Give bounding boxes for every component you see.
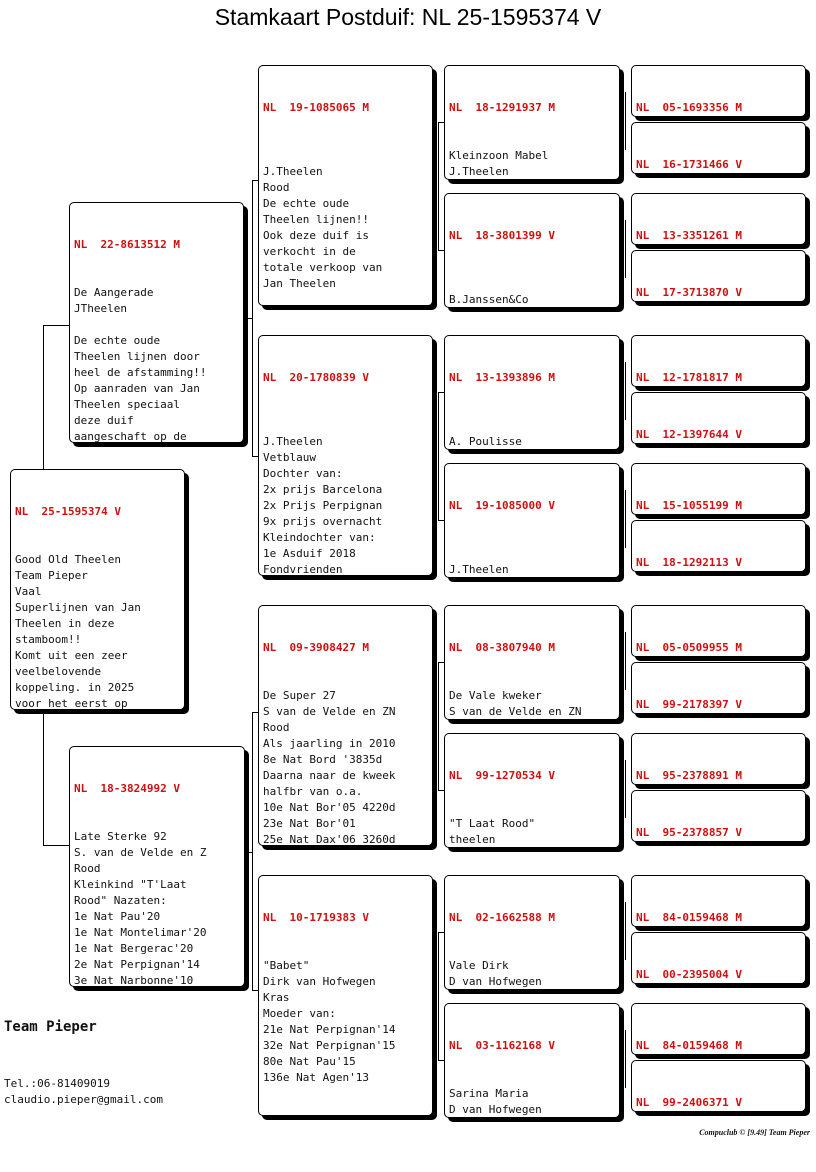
ring-number: NL 12-1781817 M — [636, 371, 742, 384]
pigeon-card-gen4[interactable] — [631, 1060, 806, 1112]
owner-phone: Tel.:06-81409019 — [4, 1077, 110, 1090]
page-title: Stamkaart Postduif: NL 25-1595374 V — [214, 4, 602, 30]
ring-number: NL 99-2178397 V — [636, 698, 742, 711]
pigeon-card-gen3[interactable] — [444, 463, 620, 578]
ring-number: NL 12-1397644 V — [636, 428, 742, 441]
pigeon-card-gen4[interactable] — [631, 65, 806, 117]
pigeon-description: "T Laat Rood" theelen — [449, 817, 536, 846]
connector-line — [438, 932, 439, 1060]
ring-number: NL 18-3801399 V — [449, 229, 555, 242]
ring-number: NL 18-1292113 V — [636, 556, 742, 569]
pigeon-card-gen2[interactable] — [258, 335, 433, 576]
pigeon-card-gen4[interactable] — [631, 875, 806, 927]
ring-number: NL 22-8613512 M — [74, 238, 180, 251]
connector-line — [438, 662, 439, 790]
pigeon-description: De Aangerade JTheelen De echte oude Theelen lijnen door heel de afstamming!! Op aanraden van Jan Theelen speciaal deze duif aangeschaft op de — [74, 286, 207, 443]
ring-number: NL 19-1085065 M — [263, 101, 369, 114]
connector-line — [625, 760, 626, 818]
pigeon-description: "Babet" Dirk van Hofwegen Kras Moeder van: 21e Nat Perpignan'14 32e Nat Perpignan'15 80e Nat Pau'15 136e Nat Agen'13 — [263, 959, 396, 1084]
pigeon-description: Kleinzoon Mabel J.Theelen — [449, 149, 549, 178]
connector-line — [625, 362, 626, 420]
ring-number: NL 05-0509955 M — [636, 641, 742, 654]
ring-number: NL 08-3807940 M — [449, 641, 555, 654]
pigeon-card-mother[interactable] — [69, 746, 245, 987]
pigeon-card-gen3[interactable] — [444, 1003, 620, 1118]
pigeon-card-gen3[interactable] — [444, 605, 620, 720]
pigeon-description: Vale Dirk D van Hofwegen — [449, 959, 542, 988]
connector-line — [625, 1030, 626, 1088]
pigeon-card-gen3[interactable] — [444, 65, 620, 180]
connector-line — [625, 92, 626, 150]
connector-line — [438, 392, 439, 520]
pigeon-card-gen4[interactable] — [631, 392, 806, 444]
pigeon-card-gen2[interactable] — [258, 65, 433, 306]
pigeon-card-father[interactable] — [69, 202, 244, 443]
pigeon-description: B.Janssen&Co — [449, 293, 529, 306]
ring-number: NL 20-1780839 V — [263, 371, 369, 384]
pigeon-description: De Super 27 S van de Velde en ZN Rood Als jaarling in 2010 8e Nat Bord '3835d Daarna naar de kweek halfbr van o.a. 10e Nat Bor'05 4220d 23e Nat Bor'01 25e Nat Dax'06 3260d — [263, 689, 396, 846]
pigeon-card-gen4[interactable] — [631, 733, 806, 785]
ring-number: NL 03-1162168 V — [449, 1039, 555, 1052]
connector-line — [625, 902, 626, 960]
ring-number: NL 18-1291937 M — [449, 101, 555, 114]
connector-line — [244, 318, 252, 319]
owner-email[interactable]: claudio.pieper@gmail.com — [4, 1093, 163, 1106]
footer-credit: Compuclub © [9.49] Team Pieper — [699, 1128, 810, 1137]
connector-line — [43, 325, 44, 469]
ring-number: NL 84-0159468 M — [636, 911, 742, 924]
pigeon-card-gen4[interactable] — [631, 1003, 806, 1055]
connector-line — [438, 122, 439, 250]
ring-number: NL 95-2378891 M — [636, 769, 742, 782]
connector-line — [625, 220, 626, 278]
pigeon-card-subject[interactable] — [10, 469, 185, 710]
ring-number: NL 00-2395004 V — [636, 968, 742, 981]
pigeon-card-gen4[interactable] — [631, 520, 806, 572]
ring-number: NL 05-1693356 M — [636, 101, 742, 114]
pigeon-description: J.Theelen Vetblauw Dochter van: 2x prijs Barcelona 2x Prijs Perpignan 9x prijs overnacht Kleindochter van: 1e Asduif 2018 Fondvrienden — [263, 435, 383, 576]
pigeon-card-gen4[interactable] — [631, 463, 806, 515]
pigeon-description: J.Theelen Rood De echte oude Theelen lijnen!! Ook deze duif is verkocht in de totale verkoop van Jan Theelen — [263, 165, 383, 290]
ring-number: NL 16-1731466 V — [636, 158, 742, 171]
ring-number: NL 18-3824992 V — [74, 782, 180, 795]
connector-line — [43, 325, 69, 326]
ring-number: NL 99-2406371 V — [636, 1096, 742, 1109]
pigeon-card-gen4[interactable] — [631, 605, 806, 657]
pigeon-card-gen3[interactable] — [444, 875, 620, 990]
owner-team-name: Team Pieper — [4, 1019, 97, 1035]
pigeon-card-gen3[interactable] — [444, 733, 620, 848]
pigeon-card-gen2[interactable] — [258, 605, 433, 846]
ring-number: NL 10-1719383 V — [263, 911, 369, 924]
pigeon-description: Late Sterke 92 S. van de Velde en Z Rood Kleinkind "T'Laat Rood" Nazaten: 1e Nat Pau'20 1e Nat Montelimar'20 1e Nat Bergerac'20 2e Nat Perpignan'14 3e Nat Narbonne'10 — [74, 830, 207, 987]
ring-number: NL 15-1055199 M — [636, 499, 742, 512]
pigeon-card-gen4[interactable] — [631, 122, 806, 174]
ring-number: NL 19-1085000 V — [449, 499, 555, 512]
ring-number: NL 13-3351261 M — [636, 229, 742, 242]
connector-line — [625, 490, 626, 548]
ring-number: NL 02-1662588 M — [449, 911, 555, 924]
connector-line — [245, 852, 252, 853]
pigeon-card-gen3[interactable] — [444, 193, 620, 308]
ring-number: NL 17-3713870 V — [636, 286, 742, 299]
connector-line — [252, 712, 253, 990]
pigeon-description: J.Theelen — [449, 563, 509, 576]
pigeon-card-gen4[interactable] — [631, 335, 806, 387]
ring-number: NL 99-1270534 V — [449, 769, 555, 782]
pigeon-card-gen4[interactable] — [631, 932, 806, 984]
ring-number: NL 09-3908427 M — [263, 641, 369, 654]
connector-line — [43, 845, 69, 846]
pigeon-card-gen3[interactable] — [444, 335, 620, 450]
pigeon-description: De Vale kweker S van de Velde en ZN — [449, 689, 582, 718]
pigeon-card-gen4[interactable] — [631, 250, 806, 302]
pigeon-card-gen4[interactable] — [631, 193, 806, 245]
ring-number: NL 84-0159468 M — [636, 1039, 742, 1052]
connector-line — [43, 710, 44, 845]
pigeon-card-gen4[interactable] — [631, 790, 806, 842]
connector-line — [252, 180, 253, 456]
pigeon-card-gen4[interactable] — [631, 662, 806, 714]
ring-number: NL 95-2378857 V — [636, 826, 742, 839]
pigeon-description: Good Old Theelen Team Pieper Vaal Superlijnen van Jan Theelen in deze stamboom!! Komt uit een zeer veelbelovende koppeling. in 2025 voor het eerst op — [15, 553, 141, 710]
ring-number: NL 25-1595374 V — [15, 505, 121, 518]
pigeon-description: Sarina Maria D van Hofwegen — [449, 1087, 542, 1116]
pigeon-description: A. Poulisse — [449, 435, 522, 448]
connector-line — [625, 632, 626, 690]
ring-number: NL 13-1393896 M — [449, 371, 555, 384]
pigeon-card-gen2[interactable] — [258, 875, 433, 1116]
